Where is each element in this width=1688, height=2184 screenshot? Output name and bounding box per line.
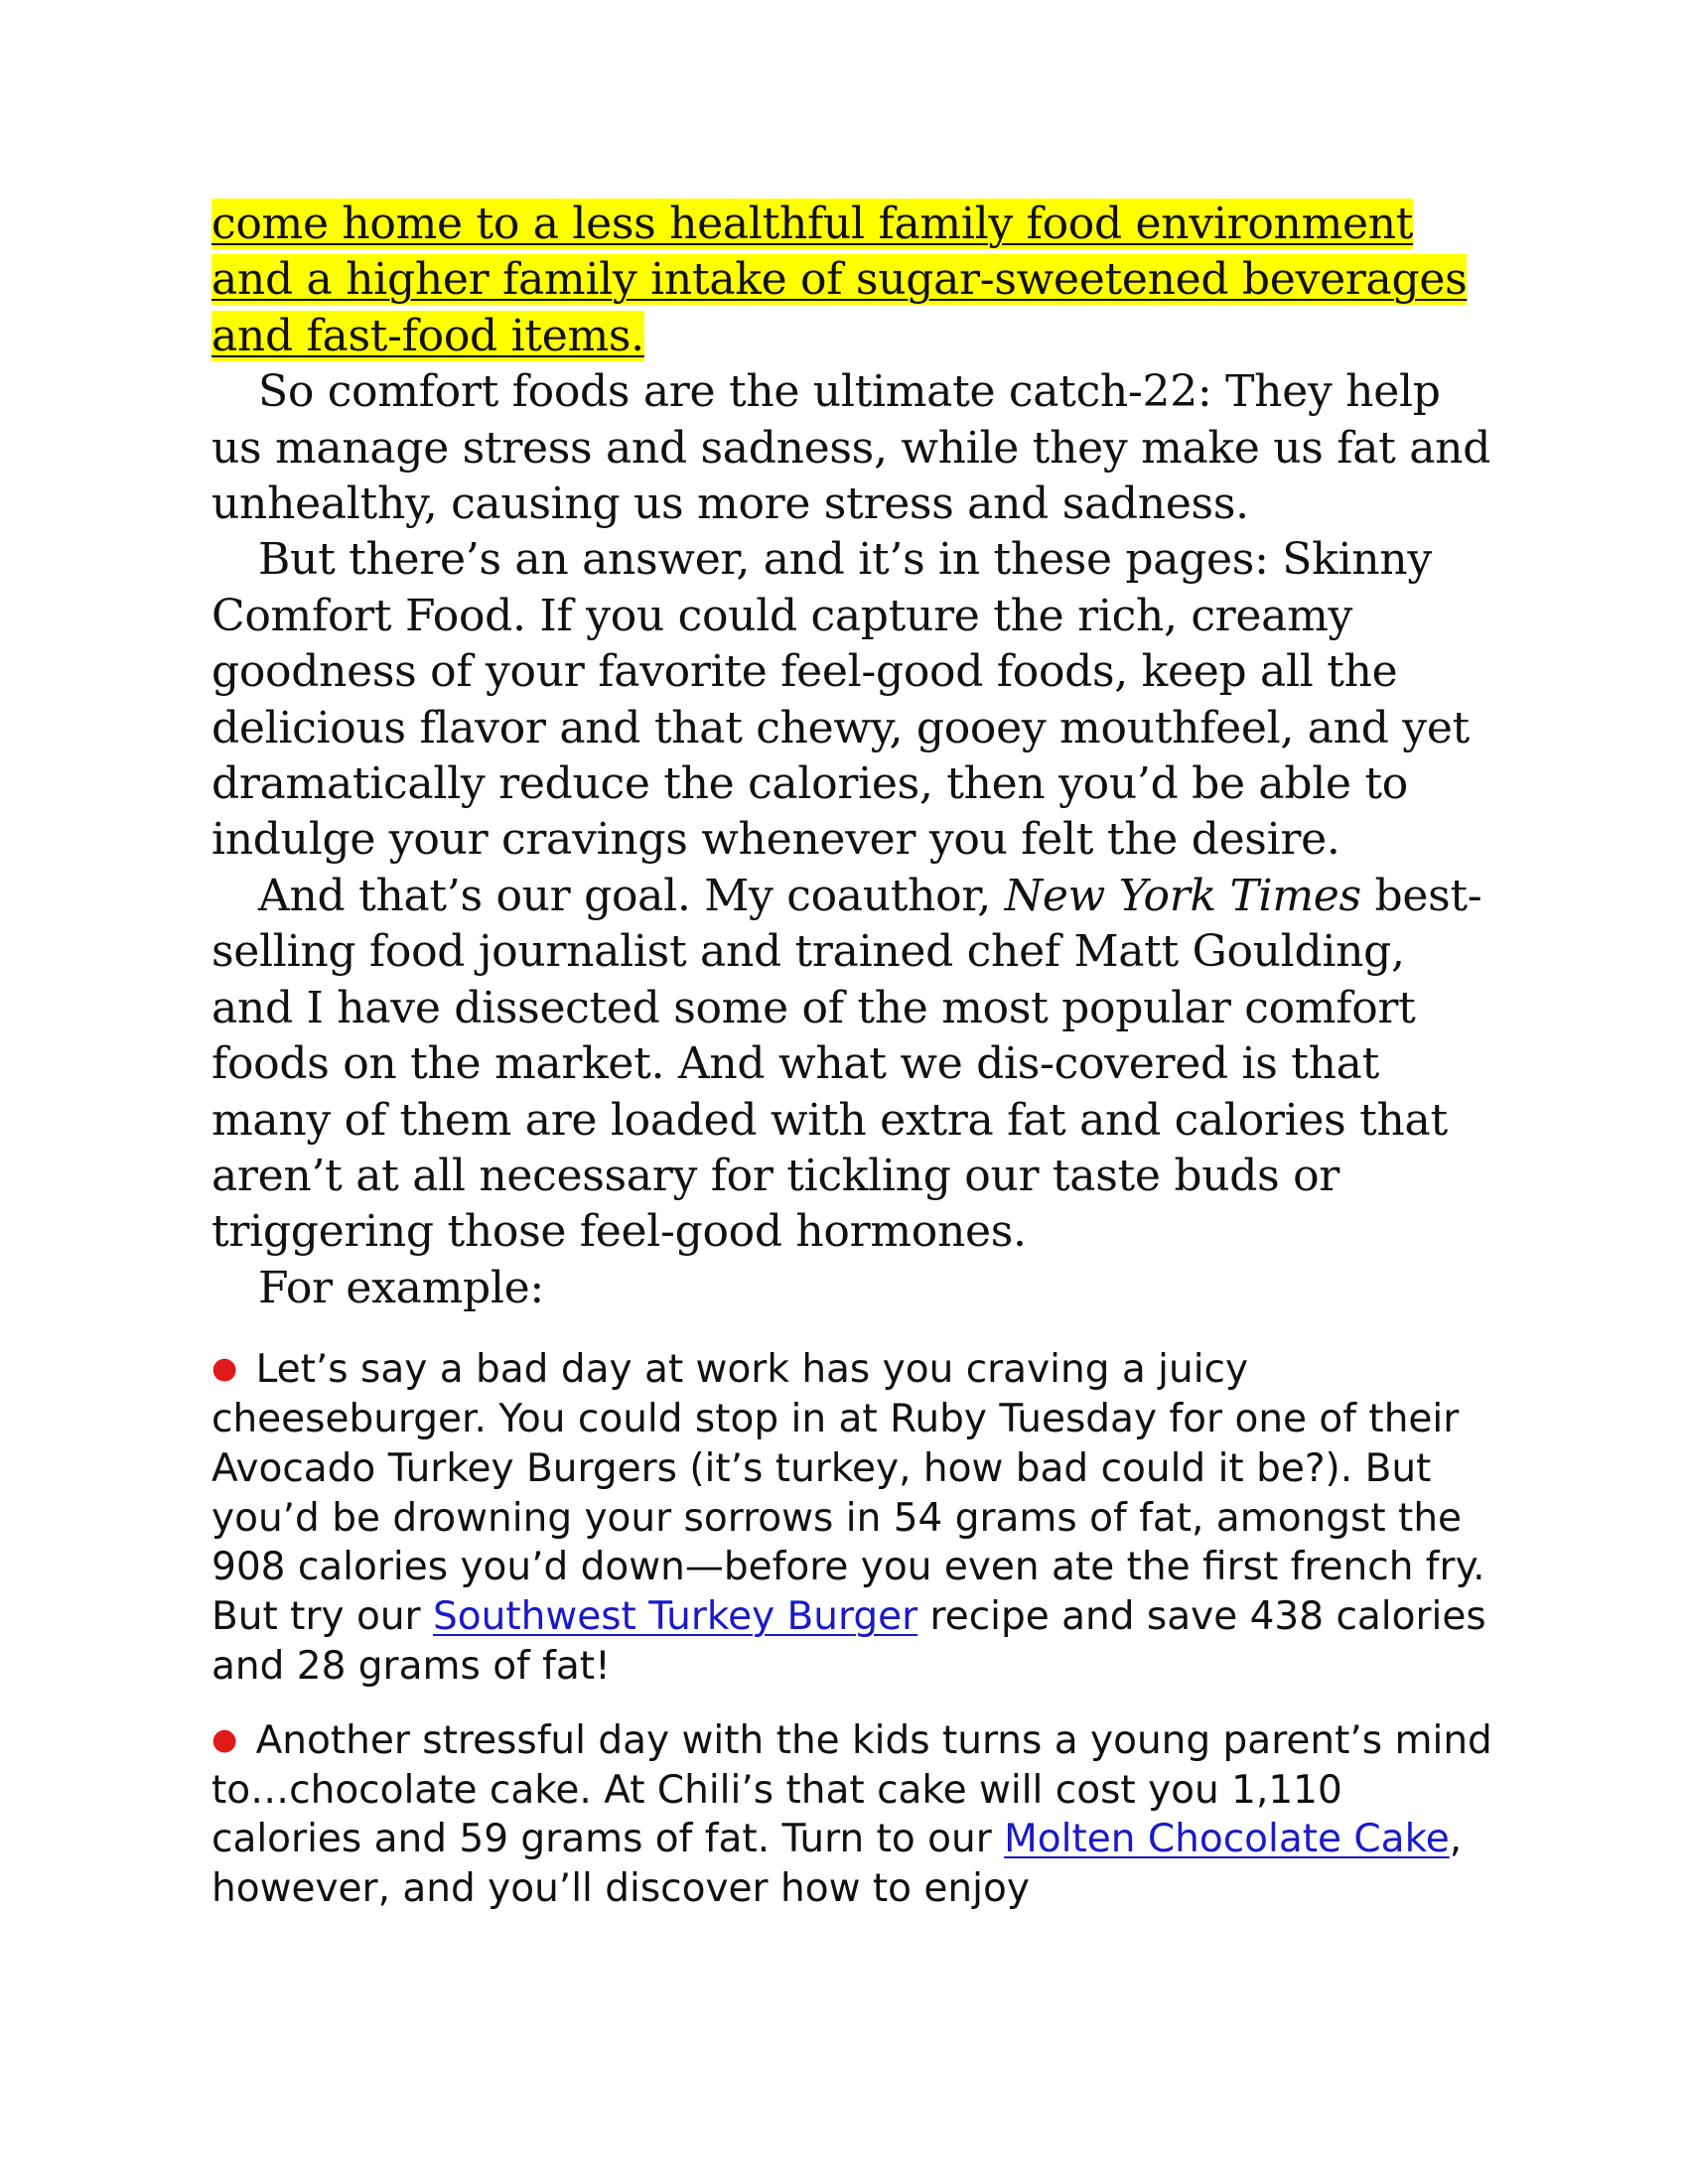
paragraph-highlighted <box>211 197 1492 364</box>
bullet-item-burger <box>211 1344 1492 1692</box>
paragraph-answer: But there’s an answer, and it’s in these pages: Skinny Comfort Food. If you could capture the rich, creamy goodness of your favorite feel-good foods, keep all the delicious flavor and that chewy, gooey mouthfeel, and yet dramatically reduce the calories, then you’d be able to indulge your cravings whenever you felt the desire. <box>211 534 1470 866</box>
paragraph-catch-22: So comfort foods are the ultimate catch-22: They help us manage stress and sadness, while they make us fat and unhealthy, causing us more stress and sadness. <box>211 366 1491 530</box>
paragraph-example: For example: <box>258 1262 544 1313</box>
link-molten-chocolate-cake[interactable]: Molten Chocolate Cake <box>1004 1817 1450 1862</box>
link-southwest-turkey-burger[interactable]: Southwest Turkey Burger <box>432 1594 918 1640</box>
bullet-item-cake <box>211 1715 1492 1914</box>
red-bullet-icon: ● <box>211 1721 238 1757</box>
highlighted-text: come home to a less healthful family food environment and a higher family intake of sugar-sweetened beverages and fast-food items. <box>211 199 1468 361</box>
newspaper-title: New York Times <box>1004 870 1361 921</box>
bullet-list <box>211 1344 1492 1914</box>
paragraph-goal-rest: best-selling food journalist and trained chef Matt Goulding, and I have dissected some of the most popular comfort foods on the market. And what we dis-covered is that many of them are loaded with extra fat and calories that aren’t at all necessary for tickling our taste buds or triggering those feel-good hormones. <box>211 870 1482 1258</box>
bullet-text: Let’s say a bad day at work has you craving a juicy cheeseburger. You could stop in at Ruby Tuesday for one of their Avocado Turkey Burgers (it’s turkey, how bad could it be?). But you’d be drowning your sorrows in 54 grams of fat, amongst the 908 calories you’d down—before you even ate the first french fry. But try our <box>211 1347 1485 1640</box>
paragraph-goal <box>211 869 1492 1261</box>
paragraph-goal-start: And that’s our goal. My coauthor, <box>258 870 1005 921</box>
red-bullet-icon: ● <box>211 1351 238 1387</box>
bullet-text-end: recipe and save 438 calories and 28 grams of fat! <box>211 1594 1486 1689</box>
document-page <box>211 197 1492 1914</box>
serif-body <box>211 197 1492 1316</box>
bullet-text-end: , however, and you’ll discover how to enjoy <box>211 1817 1463 1912</box>
bullet-text: Another stressful day with the kids turns a young parent’s mind to…chocolate cake. At Chili’s that cake will cost you 1,110 calories and 59 grams of fat. Turn to our <box>211 1717 1492 1862</box>
